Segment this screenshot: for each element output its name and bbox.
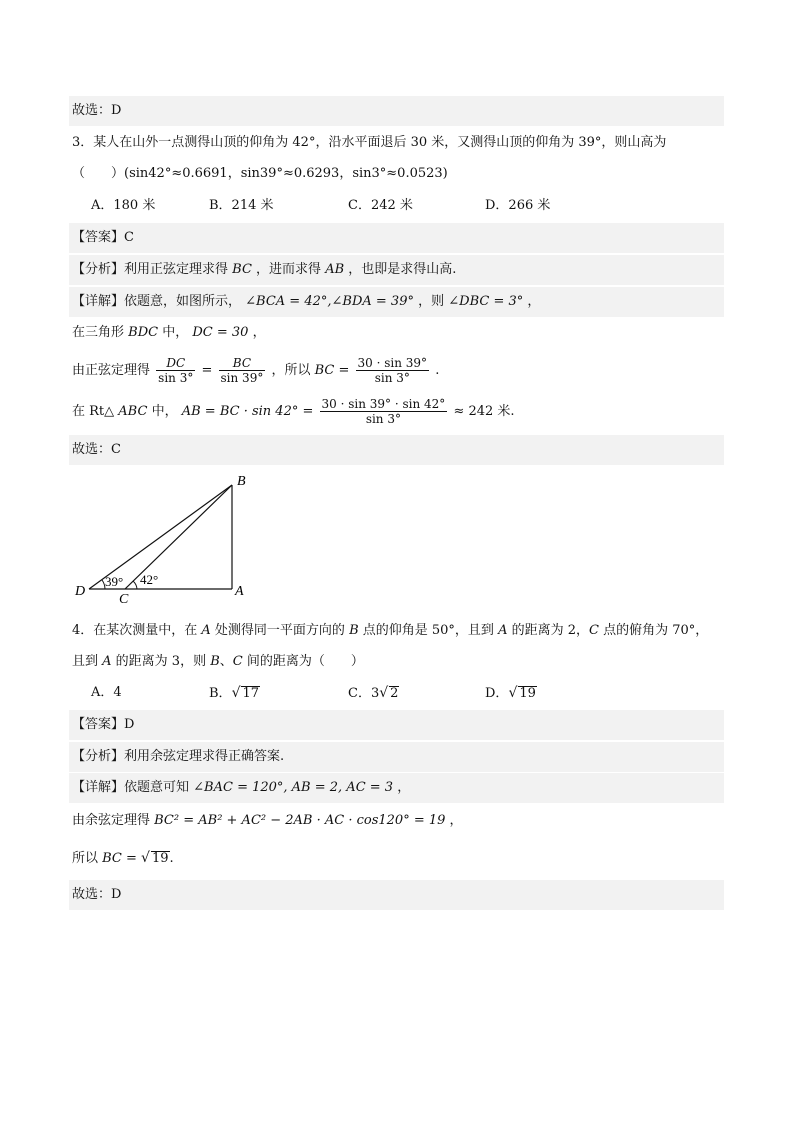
q3-sine-frac3 [356,356,430,385]
q3-detail-expr1: ∠BCA = 42°,∠BDA = 39° [245,294,414,309]
radicand: 17 [242,686,260,701]
q3-sine-prefix: 由正弦定理得 [72,363,151,378]
q4-options [69,678,724,708]
q3-analysis-suffix: ，也即是求得山高. [348,262,457,277]
q3-stem-line1 [69,128,724,158]
q3-option-b: B．214 米 [209,198,274,213]
q4-var-c: C [232,654,243,669]
q3-stem-line2 [69,159,724,189]
q3-sine-bc: BC [314,363,335,378]
q3-triangle-figure [69,471,246,605]
q4-stem-part: 且到 [72,654,103,669]
q4-stem-part: 处测得同一平面方向的 [210,623,350,638]
option-label: B． [209,686,232,701]
q3-tri-mid: 中， [162,325,189,340]
q4-answer-line [69,710,724,740]
q4-detail-expr: ∠BAC = 120°, AB = 2, AC = 3 [193,780,394,795]
q3-sine-mid: ，所以 [271,363,315,378]
q3-options [69,191,724,221]
q4-stem-part: 点的仰角是 50°，且到 [358,623,499,638]
q4-var-b: B [349,623,359,638]
q4-cos-expr: BC² = AB² + AC² − 2AB · AC · cos120° = 19 [154,813,446,828]
q3-rt-name: ABC [118,404,148,419]
q3-option-c: C．242 米 [348,198,413,213]
frac-numerator: 30 · sin 39° [357,356,428,370]
frac-numerator: 30 · sin 39° · sin 42° [321,397,446,411]
q4-stem-part: 间的距离为（ ） [242,654,364,669]
q4-option-a: A．4 [91,685,122,700]
q3-analysis-line [69,255,724,285]
q4-var-a: A [201,623,211,638]
q4-var-a: A [498,623,508,638]
q4-analysis: 【分析】利用余弦定理求得正确答案. [72,749,285,764]
triangle-diagram [69,471,246,605]
q4-so-prefix: 所以 [72,851,103,866]
q4-so-line [69,843,724,873]
q3-sine-line [69,352,724,390]
equals-sign: = [201,363,217,378]
q4-option-c [348,678,399,709]
q3-choice-line [69,435,724,465]
q3-tri-name: BDC [128,325,159,340]
q4-option-b [209,678,260,709]
q2-choice-line [69,96,724,126]
q3-triangle-line [69,318,724,348]
frac-denominator: sin 3° [374,371,410,385]
q4-option-d [485,678,537,709]
equals-sign: = [338,363,354,378]
frac-denominator: sin 3° [158,371,194,385]
q4-stem-line1 [69,616,724,646]
label-d: D [75,584,86,599]
q3-analysis-prefix: 【分析】利用正弦定理求得 [72,262,229,277]
q4-answer: 【答案】D [72,717,135,732]
coefficient: 3 [370,686,380,701]
q4-stem-line2 [69,647,724,677]
q3-rt-prefix: 在 Rt△ [72,404,115,419]
q4-stem-part: 4．在某次测量中，在 [72,623,202,638]
q2-choice: 故选：D [72,103,122,118]
q3-rt-line [69,392,724,432]
q3-sine-frac2 [219,356,266,385]
frac-denominator: sin 3° [365,412,401,426]
q3-var-ab: AB [325,262,345,277]
q3-rt-end: ≈ 242 米. [453,404,515,419]
q3-sine-end: . [435,363,440,378]
q3-rt-frac [320,397,448,426]
q4-cos-end: ， [449,813,463,828]
q3-detail-mid: ，则 [418,294,445,309]
label-angle-42: 42° [140,572,159,587]
q3-stem-text: 3．某人在山外一点测得山顶的仰角为 42°，沿水平面退后 30 米，又测得山顶的仰角为 39°，则山高为 [72,135,667,150]
q3-option-d: D．266 米 [485,198,551,213]
radicand: 2 [390,686,399,701]
q4-cos-line [69,806,724,836]
radical-sign: √ [379,685,389,701]
q3-tri-end: ， [252,325,266,340]
q4-choice: 故选：D [72,887,122,902]
q4-detail-prefix: 【详解】依题意可知 [72,780,190,795]
q4-stem-part: 的距离为 2， [507,623,590,638]
q4-stem-part: 、 [219,654,233,669]
q3-answer: 【答案】C [72,230,134,245]
q4-so-end: . [169,851,174,866]
q3-detail-line [69,287,724,317]
q3-detail-end: ， [527,294,541,309]
q3-detail-expr2: ∠DBC = 3° [448,294,524,309]
radical-sign: √ [508,685,518,701]
label-a: A [235,584,244,599]
q3-tri-expr: DC = 30 [192,325,249,340]
q3-choice: 故选：C [72,442,121,457]
label-c: C [119,592,129,605]
q3-answer-line [69,223,724,253]
radical-sign: √ [141,850,150,866]
radical-sign: √ [231,685,241,701]
q3-var-bc: BC [232,262,252,277]
q4-cos-prefix: 由余弦定理得 [72,813,155,828]
q3-analysis-mid: ，进而求得 [256,262,322,277]
radicand: 19 [151,851,169,866]
q4-analysis-line [69,742,724,772]
q4-detail-line [69,773,724,803]
radicand: 19 [519,686,536,701]
q3-tri-prefix: 在三角形 [72,325,129,340]
q3-sine-frac1 [156,356,195,385]
q4-var-c: C [589,623,599,638]
q4-var-b: B [210,654,220,669]
frac-denominator: sin 39° [220,371,264,385]
q3-rt-mid: 中， [151,404,178,419]
q4-var-a: A [102,654,112,669]
q4-choice-line [69,880,724,910]
frac-numerator: BC [219,356,266,371]
option-label: D． [485,686,509,701]
q4-detail-end: ， [397,780,411,795]
q4-stem-part: 点的俯角为 70°， [598,623,709,638]
q3-option-a: A．180 米 [91,198,156,213]
q3-stem-given: （ ）(sin42°≈0.6691，sin39°≈0.6293，sin3°≈0.0523) [72,166,448,181]
q3-rt-expr: AB = BC · sin 42° = [181,404,318,419]
q4-so-expr: BC = [102,851,142,866]
q3-detail-prefix: 【详解】依题意，如图所示， [72,294,242,309]
label-b: B [237,474,246,489]
frac-numerator: DC [156,356,195,371]
q4-stem-part: 的距离为 3，则 [111,654,211,669]
label-angle-39: 39° [105,574,124,589]
option-label: C． [348,686,371,701]
